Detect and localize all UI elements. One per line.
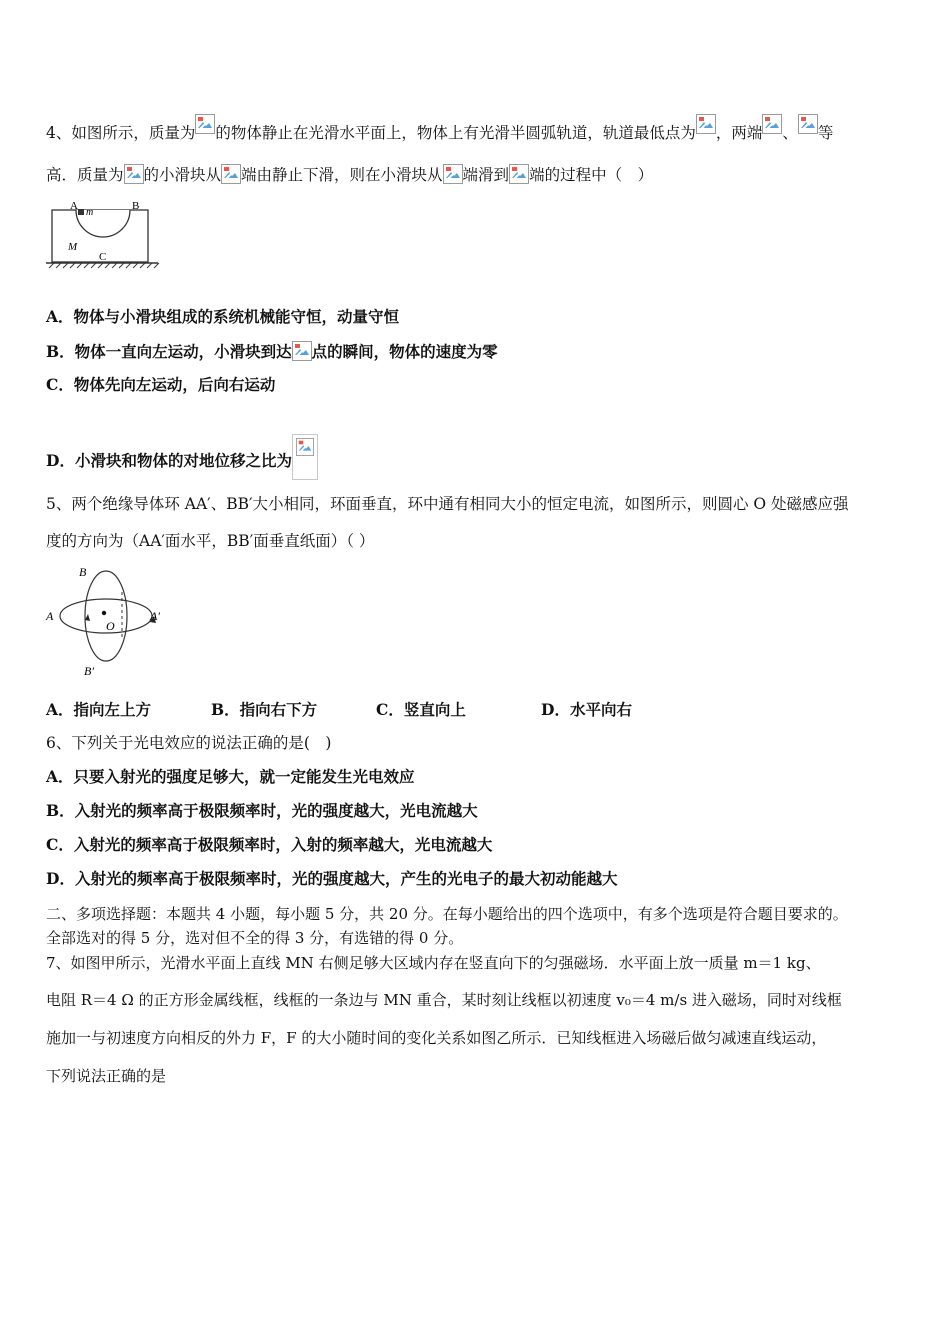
q4-option-b-text: 点的瞬间，物体的速度为零 — [311, 342, 498, 361]
label-c: C — [99, 251, 107, 263]
q5-option-b-text: B．指向右下方 — [211, 700, 318, 719]
q4-text: 端的过程中（ ） — [529, 166, 654, 184]
q4-text: 4、如图所示，质量为 — [46, 124, 196, 142]
q5-option-c-text: C．竖直向上 — [376, 700, 466, 719]
center-point — [102, 611, 106, 615]
semicircle-track — [76, 210, 130, 237]
label-o: O — [106, 619, 115, 633]
label-m: m — [86, 207, 94, 218]
q5-text: 度的方向为（AA′面水平，BB′面垂直纸面）（ ） — [46, 532, 375, 550]
q5-option-d — [541, 700, 632, 720]
q5-option-a — [46, 700, 151, 720]
q7-stem-line-1 — [46, 953, 821, 973]
q6-option-c — [46, 835, 492, 855]
q6-option-b-text: B．入射光的频率高于极限频率时，光的强度越大，光电流越大 — [46, 801, 478, 820]
broken-image-icon — [696, 114, 716, 134]
section-2-text: 全部选对的得 5 分，选对但不全的得 3 分，有选错的得 0 分。 — [46, 929, 464, 947]
q4-text: 的物体静止在光滑水平面上，物体上有光滑半圆弧轨道，轨道最低点为 — [215, 124, 696, 142]
q5-figure — [44, 564, 169, 684]
label-a: A — [46, 609, 54, 623]
q7-stem-line-2 — [46, 990, 842, 1010]
q7-text: 7、如图甲所示，光滑水平面上直线 MN 右侧足够大区域内存在竖直向下的匀强磁场．水平面上放一质量 m＝1 kg、 — [46, 954, 821, 972]
q4-text: ，两端 — [715, 124, 763, 142]
label-b-prime: B′ — [84, 664, 94, 678]
q4-text: 、 — [782, 124, 798, 142]
broken-image-icon — [292, 434, 318, 480]
q4-text: 端滑到 — [462, 166, 510, 184]
q5-option-d-text: D．水平向右 — [541, 700, 632, 719]
broken-image-icon — [798, 114, 818, 134]
label-big-m: M — [68, 241, 78, 253]
q6-option-d-text: D．入射光的频率高于极限频率时，光的强度越大，产生的光电子的最大初动能越大 — [46, 869, 618, 888]
q7-text: 下列说法正确的是 — [46, 1067, 167, 1085]
q4-option-d-text: D．小滑块和物体的对地位移之比为 — [46, 451, 292, 470]
q6-option-b — [46, 801, 478, 821]
q4-option-d — [46, 434, 318, 480]
q6-option-c-text: C．入射光的频率高于极限频率时，入射的频率越大，光电流越大 — [46, 835, 493, 854]
broken-image-icon — [124, 164, 144, 184]
label-a-prime: A′ — [150, 609, 160, 623]
q4-stem-line-2 — [46, 164, 653, 185]
ring-bb — [85, 571, 127, 661]
slider-block — [78, 209, 84, 215]
q4-figure — [46, 198, 161, 274]
broken-image-icon — [221, 164, 241, 184]
broken-image-icon — [509, 164, 529, 184]
section-2-heading-line-2 — [46, 928, 463, 948]
q4-text: 高．质量为 — [46, 166, 124, 184]
broken-image-icon — [762, 114, 782, 134]
label-b: B — [79, 565, 87, 579]
q7-text: 电阻 R＝4 Ω 的正方形金属线框，线框的一条边与 MN 重合，某时刻让线框以初速度 v₀＝4 m/s 进入磁场，同时对线框 — [46, 991, 842, 1009]
q6-stem-text: 6、下列关于光电效应的说法正确的是( ) — [46, 734, 332, 752]
broken-image-icon — [195, 114, 215, 134]
q4-track-diagram — [46, 198, 161, 270]
q6-stem — [46, 733, 331, 753]
q4-option-b-text: B．物体一直向左运动，小滑块到达 — [46, 342, 292, 361]
label-a: A — [70, 200, 78, 212]
broken-image-icon — [443, 164, 463, 184]
q4-option-b — [46, 341, 498, 362]
q4-option-a — [46, 307, 399, 327]
label-b: B — [132, 200, 140, 212]
q5-option-a-text: A．指向左上方 — [46, 700, 152, 719]
q5-rings-diagram — [44, 564, 169, 680]
q4-text: 的小滑块从 — [143, 166, 222, 184]
q6-option-a — [46, 767, 415, 787]
q5-stem-line-2 — [46, 531, 374, 551]
q7-stem-line-4 — [46, 1066, 166, 1086]
q7-stem-line-3 — [46, 1028, 826, 1048]
q5-stem-line-1 — [46, 494, 849, 514]
broken-image-icon — [292, 341, 312, 361]
q4-option-c — [46, 375, 275, 395]
q5-option-b — [211, 700, 317, 720]
q5-text: 5、两个绝缘导体环 AA′、BB′大小相同，环面垂直，环中通有相同大小的恒定电流，如图所示，则圆心 O 处磁感应强 — [46, 495, 849, 513]
q6-option-a-text: A．只要入射光的强度足够大，就一定能发生光电效应 — [46, 767, 415, 786]
current-arrow-aa — [85, 614, 90, 621]
q4-option-c-text: C．物体先向左运动，后向右运动 — [46, 375, 276, 394]
section-2-text: 二、多项选择题：本题共 4 小题，每小题 5 分，共 20 分。在每小题给出的四个选项中，有多个选项是符合题目要求的。 — [46, 905, 848, 923]
q4-stem-line-1 — [46, 114, 833, 143]
ground-hatching — [49, 263, 159, 268]
section-2-heading-line-1 — [46, 904, 848, 924]
q6-option-d — [46, 869, 617, 889]
q4-option-a-text: A．物体与小滑块组成的系统机械能守恒，动量守恒 — [46, 307, 400, 326]
q4-text: 端由静止下滑，则在小滑块从 — [241, 166, 443, 184]
q4-text: 等 — [817, 124, 834, 142]
q7-text: 施加一与初速度方向相反的外力 F，F 的大小随时间的变化关系如图乙所示．已知线框进入场磁后做匀减速直线运动， — [46, 1029, 827, 1047]
q5-option-c — [376, 700, 466, 720]
